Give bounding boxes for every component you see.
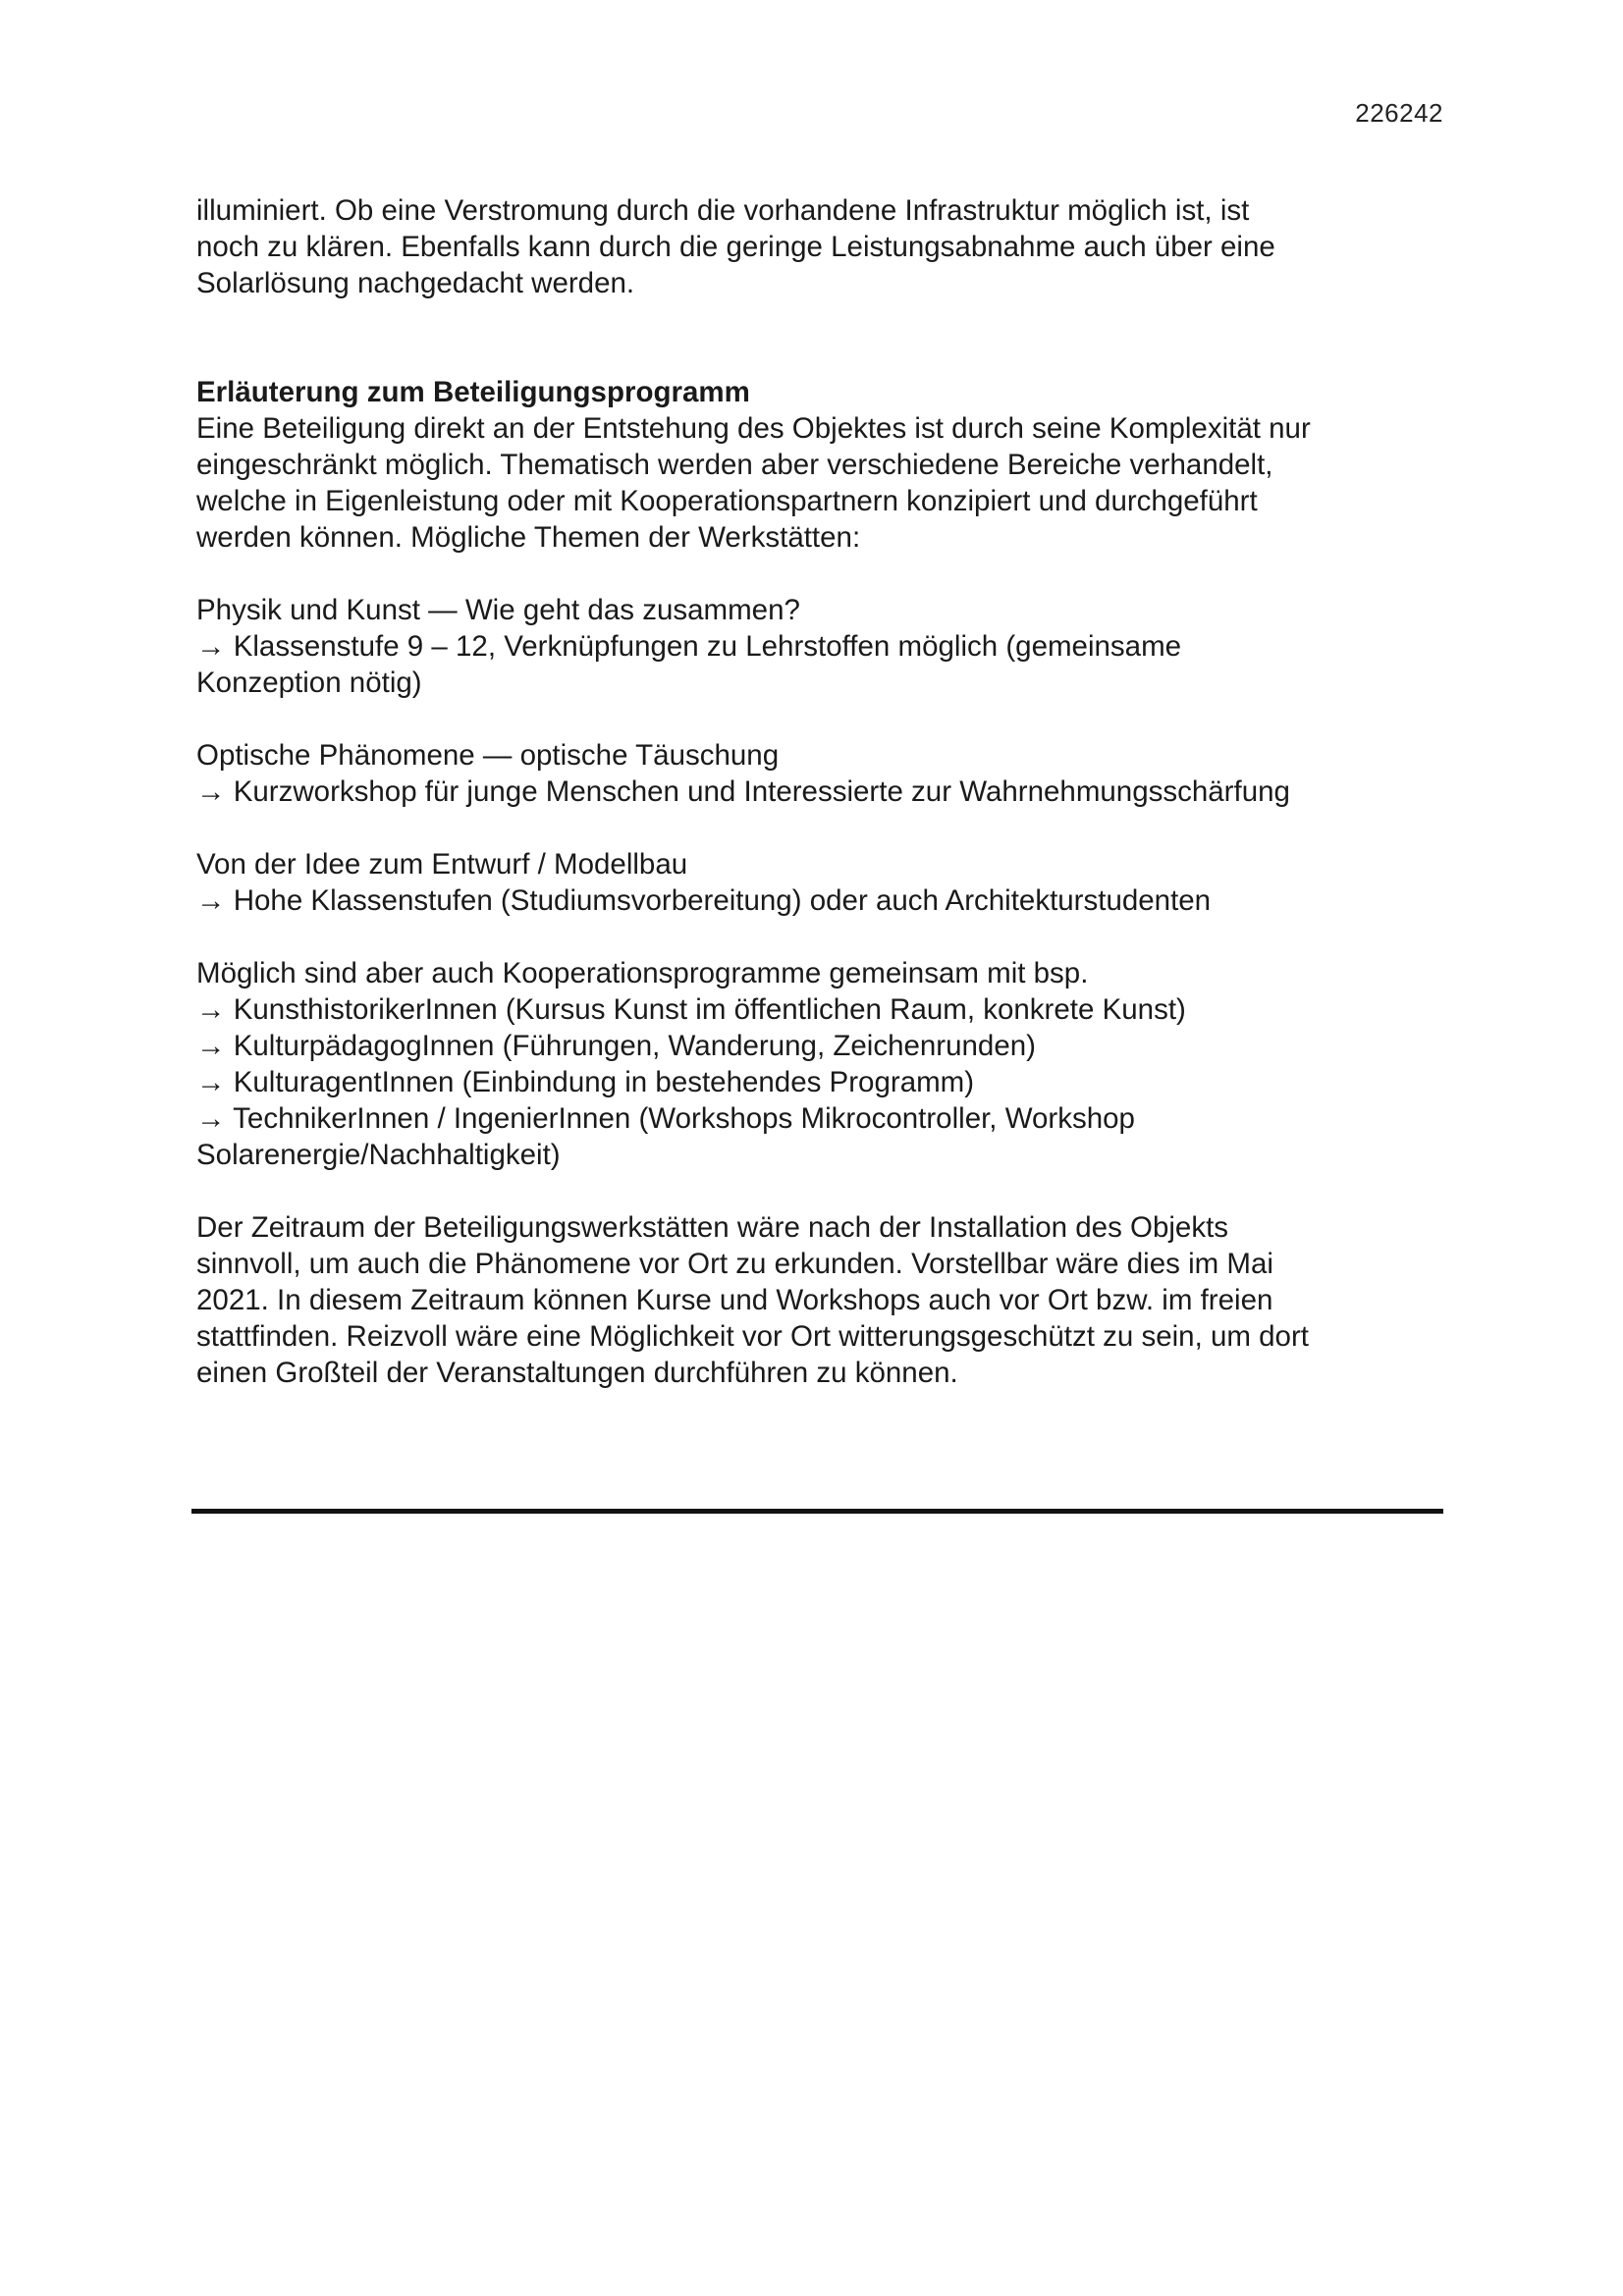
text-line: stattfinden. Reizvoll wäre eine Möglichkeit vor Ort witterungsgeschützt zu sein, um dort bbox=[196, 1320, 1309, 1353]
arrow-icon: → bbox=[196, 1102, 226, 1135]
workshop-title: Physik und Kunst — Wie geht das zusammen? bbox=[196, 594, 800, 626]
cooperation-item-text: KulturagentInnen (Einbindung in bestehendes Programm) bbox=[233, 1066, 975, 1098]
text-line: illuminiert. Ob eine Verstromung durch die vorhandene Infrastruktur möglich ist, ist bbox=[196, 194, 1250, 227]
arrow-icon: → bbox=[196, 1030, 226, 1062]
section-divider bbox=[191, 1509, 1443, 1514]
document-body bbox=[196, 192, 1463, 1391]
arrow-icon: → bbox=[196, 1066, 226, 1098]
cooperation-item bbox=[196, 1064, 1463, 1100]
text-line: sinnvoll, um auch die Phänomene vor Ort zu erkunden. Vorstellbar wäre dies im Mai bbox=[196, 1248, 1273, 1280]
text-line: Solarlösung nachgedacht werden. bbox=[196, 267, 635, 299]
arrow-icon: → bbox=[196, 993, 226, 1026]
workshop-detail bbox=[196, 628, 1463, 665]
workshop-detail bbox=[196, 774, 1463, 810]
cooperation-item-text: KunsthistorikerInnen (Kursus Kunst im öffentlichen Raum, konkrete Kunst) bbox=[233, 993, 1186, 1026]
workshop-item bbox=[196, 846, 1463, 919]
text-line: welche in Eigenleistung oder mit Kooperationspartnern konzipiert und durchgeführt bbox=[196, 485, 1258, 517]
cooperation-item bbox=[196, 1100, 1463, 1137]
cooperation-item bbox=[196, 1028, 1463, 1064]
cooperation-item-text: TechnikerInnen / IngenierInnen (Workshops Mikrocontroller, Workshop bbox=[233, 1102, 1135, 1135]
participation-paragraph bbox=[196, 410, 1463, 556]
workshop-item bbox=[196, 737, 1463, 810]
text-line: 2021. In diesem Zeitraum können Kurse und Workshops auch vor Ort bzw. im freien bbox=[196, 1284, 1273, 1316]
text-line: einen Großteil der Veranstaltungen durchführen zu können. bbox=[196, 1357, 958, 1389]
cooperation-intro: Möglich sind aber auch Kooperationsprogramme gemeinsam mit bsp. bbox=[196, 957, 1089, 989]
workshop-detail-text: Klassenstufe 9 – 12, Verknüpfungen zu Lehrstoffen möglich (gemeinsame bbox=[233, 630, 1182, 663]
arrow-icon: → bbox=[196, 884, 226, 917]
page-number: 226242 bbox=[1355, 98, 1443, 128]
arrow-icon: → bbox=[196, 630, 226, 663]
workshop-title: Optische Phänomene — optische Täuschung bbox=[196, 739, 780, 772]
workshop-title: Von der Idee zum Entwurf / Modellbau bbox=[196, 848, 688, 881]
text-line: noch zu klären. Ebenfalls kann durch die geringe Leistungsabnahme auch über eine bbox=[196, 231, 1275, 263]
arrow-icon: → bbox=[196, 775, 226, 808]
text-line: eingeschränkt möglich. Thematisch werden aber verschiedene Bereiche verhandelt, bbox=[196, 449, 1273, 481]
text-line: Der Zeitraum der Beteiligungswerkstätten wäre nach der Installation des Objekts bbox=[196, 1211, 1229, 1244]
workshop-detail-text: Kurzworkshop für junge Menschen und Interessierte zur Wahrnehmungsschärfung bbox=[233, 775, 1290, 808]
workshop-item bbox=[196, 592, 1463, 701]
section-heading: Erläuterung zum Beteiligungsprogramm bbox=[196, 376, 750, 408]
closing-paragraph bbox=[196, 1209, 1463, 1391]
text-line: Eine Beteiligung direkt an der Entstehung des Objektes ist durch seine Komplexität nur bbox=[196, 412, 1311, 445]
text-line: werden können. Mögliche Themen der Werkstätten: bbox=[196, 521, 861, 554]
workshop-detail-text: Hohe Klassenstufen (Studiumsvorbereitung) oder auch Architekturstudenten bbox=[233, 884, 1212, 917]
intro-paragraph bbox=[196, 192, 1463, 301]
cooperation-list bbox=[196, 955, 1463, 1173]
cooperation-item-text: KulturpädagogInnen (Führungen, Wanderung, Zeichenrunden) bbox=[233, 1030, 1036, 1062]
cooperation-item bbox=[196, 991, 1463, 1028]
workshop-detail bbox=[196, 882, 1463, 919]
cooperation-item-continuation: Solarenergie/Nachhaltigkeit) bbox=[196, 1139, 561, 1171]
workshop-detail-continuation: Konzeption nötig) bbox=[196, 667, 422, 699]
